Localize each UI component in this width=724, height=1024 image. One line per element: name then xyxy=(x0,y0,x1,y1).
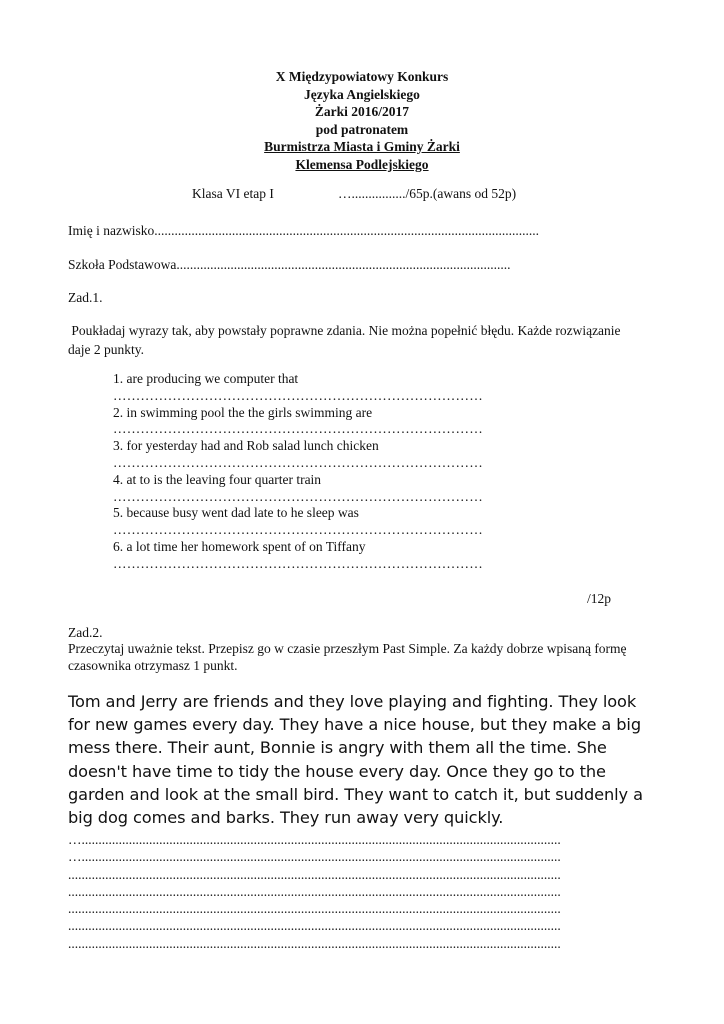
rewrite-answer-line: .................................................................................................................................................. xyxy=(68,883,561,899)
rewrite-answer-line: .................................................................................................................................................. xyxy=(68,866,561,882)
exercise-answer-line: ……………………………………………………………………… xyxy=(113,522,483,538)
exercise-item xyxy=(113,472,483,506)
rewrite-answer-line: ….............................................................................................................................................. xyxy=(68,832,561,847)
class-stage-label: Klasa VI etap I xyxy=(192,186,274,201)
exercise-answer-line: ……………………………………………………………………… xyxy=(113,421,483,437)
exercise-answer-line: ……………………………………………………………………… xyxy=(113,488,483,504)
passage-line: Tom and Jerry are friends and they love playing and fighting. They look xyxy=(68,692,637,711)
exercise-answer-line: ……………………………………………………………………… xyxy=(113,555,483,571)
header-line-6: Klemensa Podlejskiego xyxy=(295,156,429,172)
task1-instruction-text: Poukładaj wyrazy tak, aby powstały poprawne zdania. Nie można popełnić błędu. Każde rozwiązanie daje 2 punkty. xyxy=(68,323,621,357)
exercise-question: 4. at to is the leaving four quarter train xyxy=(113,471,322,487)
passage-line: big dog comes and barks. They run away very quickly. xyxy=(68,808,504,828)
exercise-item xyxy=(113,438,483,472)
passage-line: doesn't have time to tidy the house every day. Once they go to the xyxy=(68,761,606,781)
rewrite-answer-line: ….............................................................................................................................................. xyxy=(68,849,561,865)
header-line-3: Żarki 2016/2017 xyxy=(314,104,410,119)
exercise-question: 6. a lot time her homework spent of on Tiffany xyxy=(113,538,366,554)
header-line-2: Języka Angielskiego xyxy=(304,86,420,102)
header-line-5: Burmistrza Miasta i Gminy Żarki xyxy=(264,139,460,154)
task2-title: Zad.2. xyxy=(68,625,103,640)
task2-instruction: Przeczytaj uważnie tekst. Przepisz go w czasie przeszłym Past Simple. Za każdy dobrze wpisaną formę czasownika otrzymasz 1 punkt. xyxy=(68,641,627,673)
exercise-answer-line: ……………………………………………………………………… xyxy=(113,387,483,403)
rewrite-answer-line: .................................................................................................................................................. xyxy=(68,901,561,917)
rewrite-answer-line: .................................................................................................................................................. xyxy=(68,935,561,951)
rewrite-answer-area xyxy=(68,831,658,952)
reading-passage xyxy=(68,690,668,829)
rewrite-answer-line: .................................................................................................................................................. xyxy=(68,918,561,934)
header-line-4: pod patronatem xyxy=(315,121,409,137)
exercise-question: 2. in swimming pool the the girls swimming are xyxy=(113,404,373,420)
task1-score: /12p xyxy=(587,591,612,606)
passage-line: for new games every day. They have a nice house, but they make a big xyxy=(68,715,641,735)
exercise-item xyxy=(113,505,483,539)
name-field: Imię i nazwisko.................................................................................................................. xyxy=(68,223,539,238)
exercise-item xyxy=(113,539,483,573)
exercise-answer-line: ……………………………………………………………………… xyxy=(113,454,483,470)
total-score-field: …................/65p.(awans od 52p) xyxy=(338,186,517,201)
exercise-question: 3. for yesterday had and Rob salad lunch chicken xyxy=(113,438,379,454)
exercise-item xyxy=(113,405,483,439)
passage-line: mess there. Their aunt, Bonnie is angry with them all the time. She xyxy=(68,738,607,758)
passage-line: garden and look at the small bird. They want to catch it, but suddenly a xyxy=(68,784,643,804)
task1-title: Zad.1. xyxy=(68,290,103,305)
header-line-1: X Międzypowiatowy Konkurs xyxy=(275,69,449,84)
task1-instruction xyxy=(68,321,628,359)
exercise-item xyxy=(113,371,483,405)
school-field: Szkoła Podstawowa................................................................................................... xyxy=(68,257,511,272)
exercise-question: 1. are producing we computer that xyxy=(113,371,299,386)
task1-exercise-list xyxy=(113,371,483,573)
exercise-question: 5. because busy went dad late to he sleep was xyxy=(113,505,359,521)
contest-header xyxy=(0,68,724,173)
